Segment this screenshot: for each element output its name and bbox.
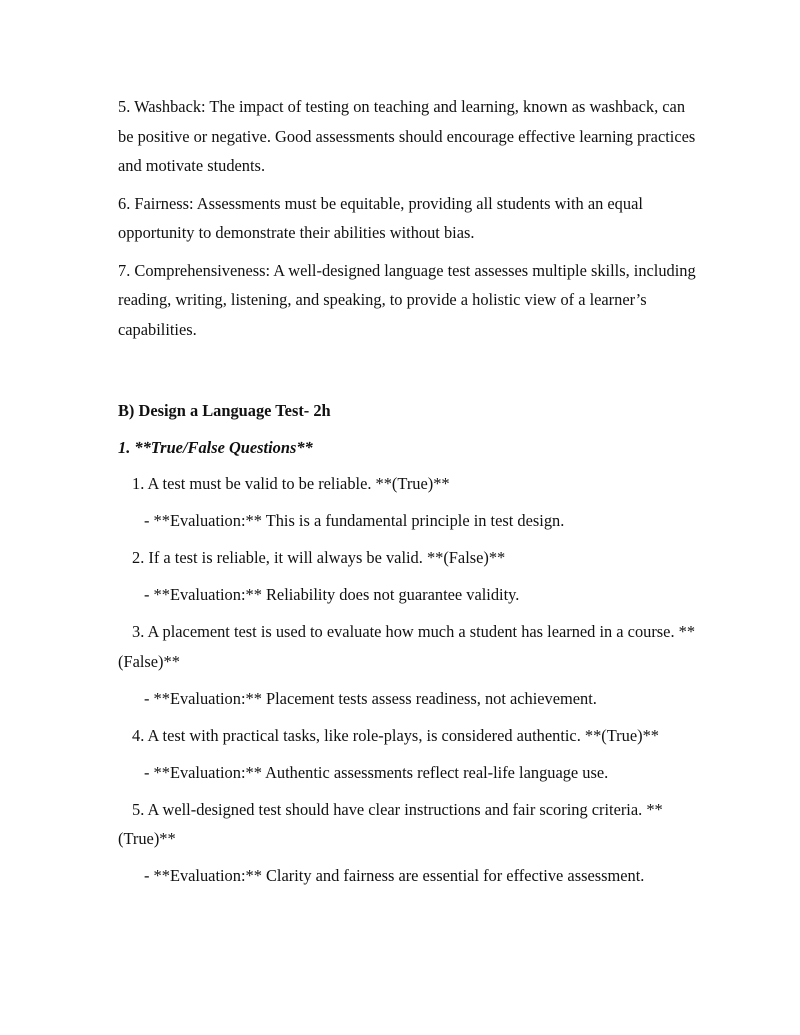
question-text: 2. If a test is reliable, it will always be valid. **(False)** [132,548,506,567]
evaluation-text: - **Evaluation:** Authentic assessments reflect real-life language use. [144,762,609,782]
question-3-block [118,617,698,713]
question-text: 4. A test with practical tasks, like role-plays, is considered authentic. **(True)** [132,725,659,745]
document-page [118,92,698,898]
question-5-block [118,795,698,891]
question-4-block [118,721,698,788]
question-text: 5. A well-designed test should have clear instructions and fair scoring criteria. **(True)** [118,799,663,848]
true-false-subheading: 1. **True/False Questions** [118,437,313,457]
question-text: 1. A test must be valid to be reliable. **(True)** [132,474,450,493]
evaluation-text: - **Evaluation:** Placement tests assess readiness, not achievement. [144,688,597,708]
evaluation-text: - **Evaluation:** Clarity and fairness are essential for effective assessment. [144,866,645,885]
question-text: 3. A placement test is used to evaluate how much a student has learned in a course. **(False)** [118,622,696,671]
section-b-heading: B) Design a Language Test- 2h [118,401,331,420]
principle-fairness: 6. Fairness: Assessments must be equitable, providing all students with an equal opportunity to demonstrate their abilities without bias. [118,193,643,242]
evaluation-text: - **Evaluation:** Reliability does not guarantee validity. [144,585,520,604]
section-gap [118,352,698,396]
principle-comprehensiveness: 7. Comprehensiveness: A well-designed language test assesses multiple skills, including reading, writing, listening, and speaking, to provide a holistic view of a learner’s capabilities. [118,260,696,339]
evaluation-text: - **Evaluation:** This is a fundamental principle in test design. [144,511,565,530]
question-1-block [118,469,698,536]
question-2-block [118,543,698,610]
principle-washback: 5. Washback: The impact of testing on teaching and learning, known as washback, can be positive or negative. Good assessments should encourage effective learning practices and motivate students. [118,97,696,175]
